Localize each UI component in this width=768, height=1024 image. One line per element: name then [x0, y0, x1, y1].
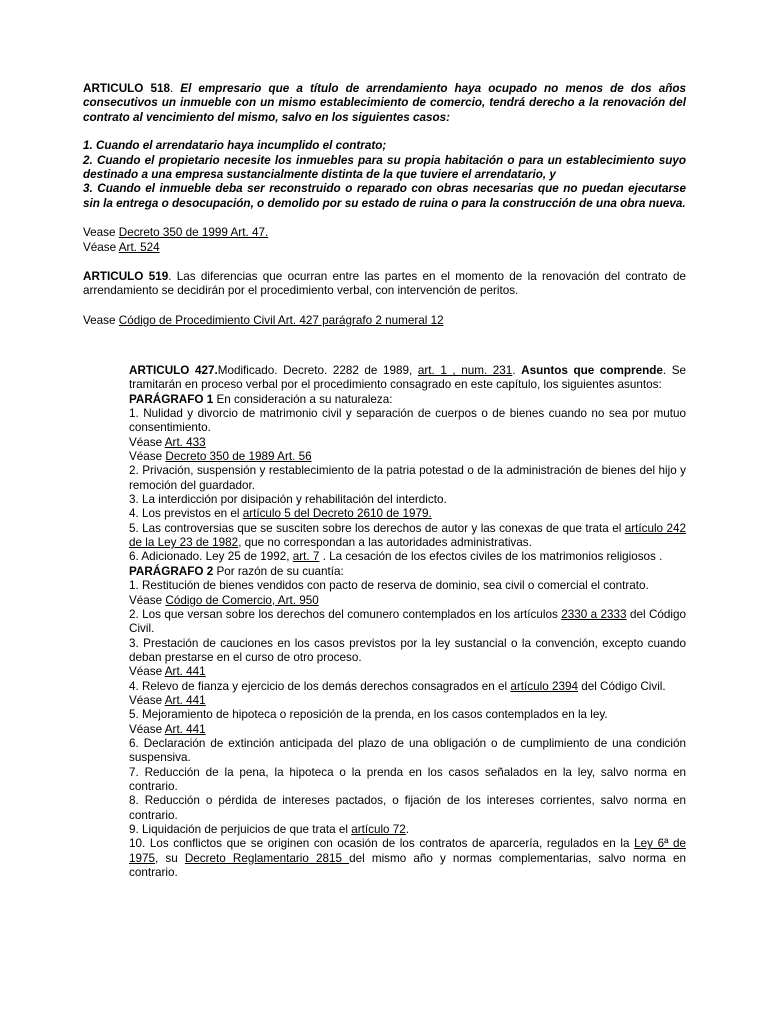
art427-heading: ARTICULO 427.	[129, 364, 218, 377]
spacer	[83, 299, 686, 314]
item-text: 5. Las controversias que se susciten sobre los derechos de autor y las conexas de que trata el	[129, 521, 625, 535]
see-prefix: Véase	[129, 450, 166, 464]
link-2330-2333[interactable]: 2330 a 2333	[561, 607, 627, 621]
art518-case-1: 1. Cuando el arrendatario haya incumplido el contrato;	[83, 139, 387, 153]
p2-item-9	[129, 823, 686, 837]
p1-item-3: 3. La interdicción por disipación y rehabilitación del interdicto.	[129, 493, 447, 507]
paragrafo-1	[129, 393, 686, 407]
spacer	[83, 255, 686, 270]
p1-item-6	[129, 550, 686, 564]
p2-item-6: 6. Declaración de extinción anticipada del plazo de una obligación o de cumplimiento de una condición suspensiva.	[129, 736, 686, 765]
p1-item-5	[129, 522, 686, 551]
p1-item-1-see-2	[129, 450, 686, 464]
p2-item-7: 7. Reducción de la pena, la hipoteca o la prenda en los casos señalados en la ley, salvo norma en contrario.	[129, 765, 686, 793]
p2-item-5: 5. Mejoramiento de hipoteca o reposición de la prenda, en los casos contemplados en la ley.	[129, 708, 608, 722]
link-art-441[interactable]: Art. 441	[164, 693, 206, 707]
link-art-524[interactable]: Art. 524	[118, 240, 160, 254]
paragrafo-2-heading: PARÁGRAFO 2	[129, 564, 214, 578]
item-text: del Código Civil.	[577, 679, 666, 693]
link-ley-23-1982[interactable]: artículo 242 de la Ley 23 de 1982	[129, 521, 686, 550]
item-text: del Código Civil.	[129, 607, 686, 636]
link-decreto-2610-1979[interactable]: artículo 5 del Decreto 2610 de 1979.	[242, 507, 432, 521]
document-body	[83, 82, 686, 328]
link-ley-6-1975[interactable]: Ley 6ª de 1975	[129, 837, 687, 865]
p2-item-10	[129, 837, 686, 880]
item-text: 6. Adicionado. Ley 25 de 1992,	[129, 550, 293, 564]
see-prefix: Vease	[83, 226, 119, 240]
item-text: 9. Liquidación de perjuicios de que trata el	[129, 823, 352, 836]
item-text: 2. Los que versan sobre los derechos del comunero contemplados en los artículos	[129, 607, 562, 621]
art518-heading: ARTICULO 518	[83, 82, 170, 95]
p1-item-1-see-1	[129, 436, 686, 450]
see-prefix: Véase	[129, 693, 165, 707]
p2-item-1-see	[129, 594, 686, 608]
link-art-441[interactable]: Art. 441	[164, 722, 206, 736]
art518-case-3: 3. Cuando el inmueble deba ser reconstruido o reparado con obras necesarias que no puedan ejecutarse sin la entrega o desocupación, o demolido por su estado de ruina o para la construcción de una obra nueva.	[83, 182, 686, 210]
art519-see	[83, 314, 686, 328]
link-decreto-350-1989[interactable]: Decreto 350 de 1989 Art. 56	[165, 450, 312, 464]
p2-item-1: 1. Restitución de bienes vendidos con pacto de reserva de dominio, sea civil o comercial el contrato.	[129, 579, 649, 593]
link-decreto-2815[interactable]: Decreto Reglamentario 2815	[184, 851, 350, 865]
link-art-7[interactable]: art. 7	[292, 550, 320, 564]
paragrafo-2-text: Por razón de su cuantía:	[213, 564, 344, 578]
art518-see-2	[83, 241, 686, 255]
paragrafo-2	[129, 565, 686, 579]
link-codigo-procedimiento-civil[interactable]: Código de Procedimiento Civil Art. 427 parágrafo 2 numeral 12	[118, 313, 444, 327]
art519-heading: ARTICULO 519	[83, 270, 169, 284]
link-codigo-comercio-950[interactable]: Código de Comercio, Art. 950	[165, 593, 319, 607]
spacer	[83, 125, 686, 139]
item-text: del mismo año y normas complementarias, salvo norma en contrario.	[129, 851, 687, 880]
art519-body: . Las diferencias que ocurran entre las partes en el momento de la renovación del contrato de arrendamiento se decidirán por el procedimiento verbal, con intervención de peritos.	[83, 270, 686, 298]
see-prefix: Vease	[83, 313, 119, 327]
link-articulo-72[interactable]: artículo 72	[351, 823, 406, 836]
art518-see-1	[83, 226, 686, 240]
see-prefix: Véase	[129, 593, 166, 607]
art518-intro: ARTICULO 518. El empresario que a título de arrendamiento haya ocupado no menos de dos años consecutivos un inmueble con un mismo establecimiento de comercio, tendrá derecho a la renovación del contrato al vencimiento del mismo, salvo en los siguientes casos:	[83, 82, 686, 124]
p2-item-3-see	[129, 665, 686, 679]
art518-text: El empresario que a título de arrendamiento haya ocupado no menos de dos años consecutivos un inmueble con un mismo establecimiento de comercio, tendrá derecho a la renovación del contrato al vencimiento del mismo, salvo en los siguientes casos:	[83, 82, 686, 124]
p2-item-2	[129, 608, 686, 637]
p2-item-4-see	[129, 694, 686, 708]
asuntos-heading: Asuntos que comprende	[521, 364, 663, 377]
p1-item-2: 2. Privación, suspensión y restablecimiento de la patria potestad o de la administración de bienes del hijo y remoción del guardador.	[129, 464, 686, 492]
link-art-441[interactable]: Art. 441	[164, 665, 206, 679]
see-prefix: Véase	[129, 435, 165, 449]
punct: .	[512, 364, 522, 377]
p2-item-3: 3. Prestación de cauciones en los casos previstos por la ley sustancial o la convención, excepto cuando deban prestarse en el curso de otro proceso.	[129, 636, 686, 664]
item-text: 4. Los previstos en el	[129, 507, 243, 521]
item-text: 10. Los conflictos que se originen con ocasión de los contratos de aparcería, regulados en la	[129, 837, 635, 851]
item-text: , que no correspondan a las autoridades administrativas.	[238, 536, 532, 550]
link-art-433[interactable]: Art. 433	[164, 435, 206, 449]
item-text: . La cesación de los efectos civiles de los matrimonios religiosos .	[319, 550, 663, 564]
art427-mod: Modificado. Decreto. 2282 de 1989,	[217, 364, 418, 377]
p2-item-5-see	[129, 723, 686, 737]
link-decreto-350-1999[interactable]: Decreto 350 de 1999 Art. 47.	[118, 226, 269, 240]
item-text: 4. Relevo de fianza y ejercicio de los demás derechos consagrados en el	[129, 679, 511, 693]
link-articulo-2394[interactable]: artículo 2394	[510, 679, 578, 693]
p1-item-1: 1. Nulidad y divorcio de matrimonio civil y separación de cuerpos o de bienes cuando no sea por mutuo consentimiento.	[129, 407, 686, 435]
p2-item-8: 8. Reducción o pérdida de intereses pactados, o fijación de los intereses corrientes, salvo norma en contrario.	[129, 794, 686, 822]
paragrafo-1-heading: PARÁGRAFO 1	[129, 392, 214, 406]
p1-item-4	[129, 507, 686, 521]
asuntos-text: . Se tramitarán en proceso verbal por el procedimiento consagrado en este capítulo, los siguientes asuntos:	[129, 364, 686, 392]
art518-case-2: 2. Cuando el propietario necesite los inmuebles para su propia habitación o para un establecimiento suyo destinado a una empresa sustancialmente distinta de la que tuviere el arrendatario, y	[83, 153, 686, 182]
item-text: , su	[155, 851, 185, 865]
paragrafo-1-text: En consideración a su naturaleza:	[213, 392, 393, 406]
see-prefix: Véase	[83, 240, 119, 254]
spacer	[83, 211, 686, 226]
p2-item-4	[129, 680, 686, 694]
art519-text	[83, 270, 686, 299]
art427-block	[129, 364, 686, 880]
see-prefix: Véase	[129, 722, 165, 736]
see-prefix: Véase	[129, 665, 165, 679]
art427-intro	[129, 364, 686, 393]
link-art-1-num-231[interactable]: art. 1 , num. 231	[417, 364, 513, 377]
item-text: .	[405, 823, 410, 836]
